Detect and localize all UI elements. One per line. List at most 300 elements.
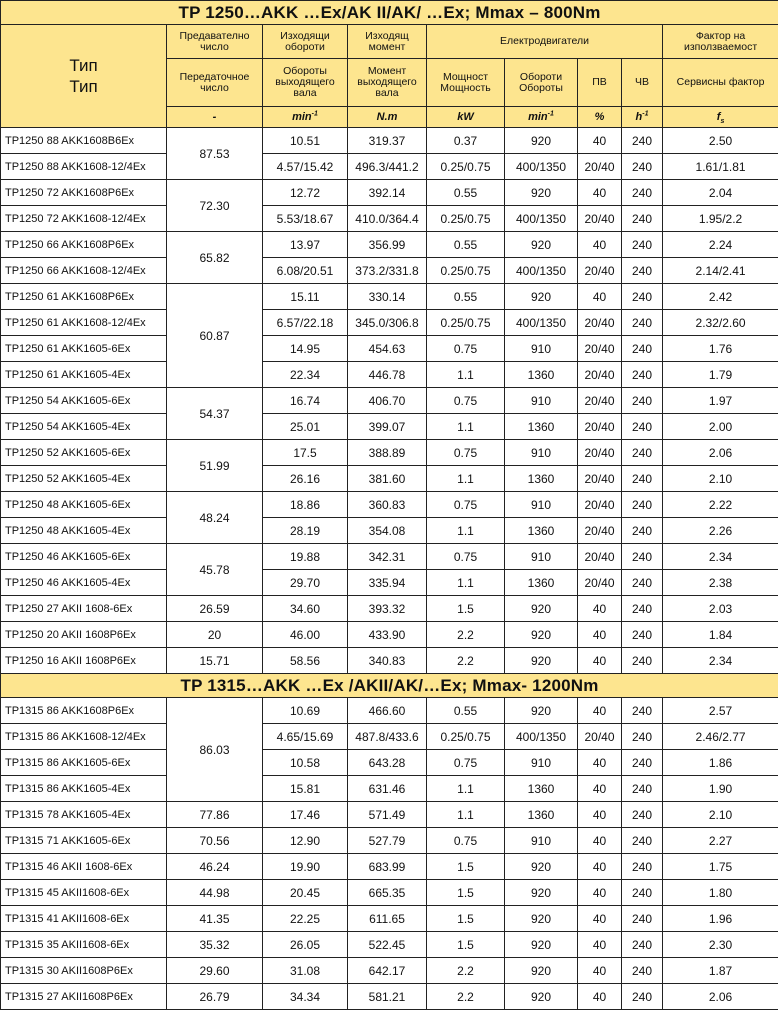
power-cell: 2.2 (427, 958, 505, 984)
rpm-cell: 910 (505, 440, 578, 466)
table-row (1, 802, 778, 828)
table-row (1, 596, 778, 622)
pv-cell: 40 (578, 648, 622, 674)
sf-cell: 2.00 (663, 414, 778, 440)
torque-cell: 665.35 (348, 880, 427, 906)
speed-cell: 31.08 (263, 958, 348, 984)
pv-cell: 40 (578, 284, 622, 310)
pv-cell: 20/40 (578, 310, 622, 336)
ratio-header-ru: Передаточное число (167, 59, 263, 107)
cv-cell: 240 (622, 724, 663, 750)
table-row (1, 310, 778, 336)
model-cell: TP1250 88 AKK1608B6Ex (1, 128, 167, 154)
torque-cell: 446.78 (348, 362, 427, 388)
table-row (1, 492, 778, 518)
pv-header: ПВ (578, 59, 622, 107)
pv-cell: 20/40 (578, 414, 622, 440)
pv-cell: 20/40 (578, 154, 622, 180)
cv-cell: 240 (622, 958, 663, 984)
rpm-cell: 920 (505, 284, 578, 310)
model-cell: TP1315 41 AKII1608-6Ex (1, 906, 167, 932)
power-cell: 0.75 (427, 750, 505, 776)
speed-cell: 19.88 (263, 544, 348, 570)
speed-cell: 19.90 (263, 854, 348, 880)
torque-cell: 360.83 (348, 492, 427, 518)
sf-cell: 2.06 (663, 984, 778, 1010)
cv-cell: 240 (622, 880, 663, 906)
rpm-cell: 920 (505, 128, 578, 154)
ratio-cell: 54.37 (167, 388, 263, 440)
power-cell: 2.2 (427, 622, 505, 648)
model-cell: TP1250 46 AKK1605-6Ex (1, 544, 167, 570)
model-cell: TP1250 61 AKK1608-12/4Ex (1, 310, 167, 336)
speed-cell: 22.34 (263, 362, 348, 388)
sf-header-bg: Фактор на използваемост (663, 25, 778, 59)
pv-cell: 40 (578, 880, 622, 906)
torque-cell: 487.8/433.6 (348, 724, 427, 750)
table-row (1, 984, 778, 1010)
cv-cell: 240 (622, 750, 663, 776)
sf-cell: 2.46/2.77 (663, 724, 778, 750)
power-cell: 0.75 (427, 336, 505, 362)
cv-cell: 240 (622, 596, 663, 622)
sf-cell: 1.97 (663, 388, 778, 414)
sf-cell: 2.03 (663, 596, 778, 622)
model-cell: TP1250 48 AKK1605-4Ex (1, 518, 167, 544)
power-cell: 1.1 (427, 414, 505, 440)
power-cell: 0.75 (427, 492, 505, 518)
torque-cell: 392.14 (348, 180, 427, 206)
cv-cell: 240 (622, 932, 663, 958)
cv-header: ЧВ (622, 59, 663, 107)
torque-cell: 642.17 (348, 958, 427, 984)
ratio-cell: 45.78 (167, 544, 263, 596)
table-row (1, 570, 778, 596)
rpm-cell: 920 (505, 958, 578, 984)
ratio-cell: 44.98 (167, 880, 263, 906)
power-cell: 0.25/0.75 (427, 258, 505, 284)
sf-cell: 1.80 (663, 880, 778, 906)
ratio-cell: 86.03 (167, 698, 263, 802)
rpm-cell: 920 (505, 932, 578, 958)
torque-cell: 319.37 (348, 128, 427, 154)
rpm-cell: 910 (505, 750, 578, 776)
ratio-cell: 46.24 (167, 854, 263, 880)
table-row (1, 284, 778, 310)
power-cell: 0.25/0.75 (427, 724, 505, 750)
speed-cell: 4.57/15.42 (263, 154, 348, 180)
pv-cell: 20/40 (578, 492, 622, 518)
speed-cell: 14.95 (263, 336, 348, 362)
torque-cell: 454.63 (348, 336, 427, 362)
model-cell: TP1250 52 AKK1605-4Ex (1, 466, 167, 492)
sf-cell: 2.26 (663, 518, 778, 544)
sf-cell: 2.27 (663, 828, 778, 854)
model-cell: TP1315 71 AKK1605-6Ex (1, 828, 167, 854)
sf-cell: 2.24 (663, 232, 778, 258)
table-row (1, 906, 778, 932)
rpm-cell: 1360 (505, 362, 578, 388)
rpm-cell: 920 (505, 984, 578, 1010)
table-row (1, 958, 778, 984)
rpm-cell: 400/1350 (505, 258, 578, 284)
model-cell: TP1250 46 AKK1605-4Ex (1, 570, 167, 596)
ratio-cell: 51.99 (167, 440, 263, 492)
power-cell: 1.5 (427, 932, 505, 958)
speed-cell: 20.45 (263, 880, 348, 906)
speed-cell: 34.60 (263, 596, 348, 622)
table-row (1, 750, 778, 776)
ratio-cell: 20 (167, 622, 263, 648)
pv-cell: 20/40 (578, 362, 622, 388)
torque-cell: 356.99 (348, 232, 427, 258)
pv-cell: 40 (578, 750, 622, 776)
rpm-cell: 910 (505, 544, 578, 570)
rpm-cell: 920 (505, 698, 578, 724)
pv-cell: 20/40 (578, 336, 622, 362)
cv-cell: 240 (622, 336, 663, 362)
speed-cell: 16.74 (263, 388, 348, 414)
sf-cell: 2.10 (663, 802, 778, 828)
sf-cell: 2.22 (663, 492, 778, 518)
rpm-cell: 400/1350 (505, 310, 578, 336)
table-row (1, 336, 778, 362)
cv-cell: 240 (622, 570, 663, 596)
speed-cell: 10.69 (263, 698, 348, 724)
rpm-cell: 1360 (505, 802, 578, 828)
model-cell: TP1250 16 AKII 1608P6Ex (1, 648, 167, 674)
speed-cell: 12.90 (263, 828, 348, 854)
rpm-cell: 1360 (505, 518, 578, 544)
power-cell: 1.5 (427, 854, 505, 880)
torque-cell: 354.08 (348, 518, 427, 544)
sf-cell: 2.42 (663, 284, 778, 310)
model-cell: TP1315 30 AKII1608P6Ex (1, 958, 167, 984)
rpm-cell: 920 (505, 880, 578, 906)
torque-cell: 410.0/364.4 (348, 206, 427, 232)
unit-power: kW (427, 107, 505, 128)
speed-cell: 6.08/20.51 (263, 258, 348, 284)
model-cell: TP1315 27 AKII1608P6Ex (1, 984, 167, 1010)
sf-cell: 2.50 (663, 128, 778, 154)
pv-cell: 20/40 (578, 466, 622, 492)
torque-cell: 406.70 (348, 388, 427, 414)
speed-cell: 18.86 (263, 492, 348, 518)
speed-cell: 26.16 (263, 466, 348, 492)
rpm-cell: 400/1350 (505, 154, 578, 180)
pv-cell: 40 (578, 622, 622, 648)
cv-cell: 240 (622, 776, 663, 802)
speed-cell: 17.46 (263, 802, 348, 828)
cv-cell: 240 (622, 698, 663, 724)
type-header-bg: Тип (69, 56, 98, 75)
unit-cv: $h^{-1}$ (622, 107, 663, 128)
model-cell: TP1250 61 AKK1605-4Ex (1, 362, 167, 388)
cv-cell: 240 (622, 310, 663, 336)
unit-sf: $f_s$ (663, 107, 778, 128)
pv-cell: 20/40 (578, 518, 622, 544)
speed-cell: 46.00 (263, 622, 348, 648)
power-cell: 0.55 (427, 284, 505, 310)
table-row (1, 414, 778, 440)
model-cell: TP1250 20 AKII 1608P6Ex (1, 622, 167, 648)
ratio-cell: 35.32 (167, 932, 263, 958)
model-cell: TP1315 86 AKK1605-4Ex (1, 776, 167, 802)
model-cell: TP1250 72 AKK1608P6Ex (1, 180, 167, 206)
sf-cell: 2.32/2.60 (663, 310, 778, 336)
pv-cell: 40 (578, 854, 622, 880)
speed-cell: 15.81 (263, 776, 348, 802)
model-cell: TP1315 46 AKII 1608-6Ex (1, 854, 167, 880)
power-cell: 0.25/0.75 (427, 154, 505, 180)
rpm-cell: 920 (505, 232, 578, 258)
torque-cell: 466.60 (348, 698, 427, 724)
pv-cell: 40 (578, 596, 622, 622)
sf-cell: 1.96 (663, 906, 778, 932)
model-cell: TP1315 86 AKK1608-12/4Ex (1, 724, 167, 750)
cv-cell: 240 (622, 232, 663, 258)
cv-cell: 240 (622, 388, 663, 414)
cv-cell: 240 (622, 414, 663, 440)
speed-cell: 58.56 (263, 648, 348, 674)
speed-cell: 29.70 (263, 570, 348, 596)
type-header (1, 25, 167, 128)
torque-cell: 342.31 (348, 544, 427, 570)
table-row (1, 724, 778, 750)
table-row (1, 932, 778, 958)
rpm-cell: 1360 (505, 466, 578, 492)
table-row (1, 880, 778, 906)
torque-cell: 381.60 (348, 466, 427, 492)
power-cell: 1.1 (427, 518, 505, 544)
ratio-cell: 77.86 (167, 802, 263, 828)
sf-cell: 2.38 (663, 570, 778, 596)
cv-cell: 240 (622, 622, 663, 648)
sf-cell: 1.86 (663, 750, 778, 776)
pv-cell: 40 (578, 984, 622, 1010)
cv-cell: 240 (622, 854, 663, 880)
model-cell: TP1250 61 AKK1608P6Ex (1, 284, 167, 310)
sf-cell: 1.84 (663, 622, 778, 648)
sf-cell: 2.10 (663, 466, 778, 492)
speed-cell: 17.5 (263, 440, 348, 466)
speed-header-bg: Изходящи обороти (263, 25, 348, 59)
pv-cell: 40 (578, 698, 622, 724)
table-row (1, 154, 778, 180)
sf-cell: 2.04 (663, 180, 778, 206)
cv-cell: 240 (622, 440, 663, 466)
torque-header-ru: Момент выходящего вала (348, 59, 427, 107)
motors-header: Електродвигатели (427, 25, 663, 59)
power-cell: 1.5 (427, 596, 505, 622)
torque-cell: 611.65 (348, 906, 427, 932)
torque-cell: 373.2/331.8 (348, 258, 427, 284)
model-cell: TP1315 45 AKII1608-6Ex (1, 880, 167, 906)
sf-cell: 1.79 (663, 362, 778, 388)
power-cell: 2.2 (427, 984, 505, 1010)
speed-cell: 5.53/18.67 (263, 206, 348, 232)
ratio-cell: 29.60 (167, 958, 263, 984)
pv-cell: 40 (578, 180, 622, 206)
table-row (1, 128, 778, 154)
power-cell: 1.1 (427, 776, 505, 802)
table-row (1, 362, 778, 388)
sf-cell: 2.57 (663, 698, 778, 724)
ratio-cell: 87.53 (167, 128, 263, 180)
speed-cell: 6.57/22.18 (263, 310, 348, 336)
power-cell: 0.75 (427, 388, 505, 414)
rpm-cell: 910 (505, 388, 578, 414)
ratio-cell: 41.35 (167, 906, 263, 932)
power-cell: 0.55 (427, 232, 505, 258)
sf-cell: 1.61/1.81 (663, 154, 778, 180)
sf-cell: 1.76 (663, 336, 778, 362)
sf-header-ru: Сервисны фактор (663, 59, 778, 107)
torque-cell: 683.99 (348, 854, 427, 880)
model-cell: TP1250 66 AKK1608-12/4Ex (1, 258, 167, 284)
cv-cell: 240 (622, 492, 663, 518)
section1-title: TP 1250…AKK …Ex/AK II/AK/ …Ex; Mmax – 800Nm (1, 1, 778, 25)
torque-cell: 340.83 (348, 648, 427, 674)
rpm-cell: 920 (505, 596, 578, 622)
cv-cell: 240 (622, 154, 663, 180)
rpm-cell: 920 (505, 648, 578, 674)
speed-cell: 22.25 (263, 906, 348, 932)
power-cell: 0.37 (427, 128, 505, 154)
section2-title: TP 1315…AKK …Ex /AKII/AK/…Ex; Mmax- 1200Nm (1, 674, 778, 698)
ratio-cell: 65.82 (167, 232, 263, 284)
type-header-ru: Тип (69, 77, 98, 96)
rpm-cell: 910 (505, 492, 578, 518)
pv-cell: 20/40 (578, 440, 622, 466)
table-row (1, 440, 778, 466)
rpm-cell: 910 (505, 828, 578, 854)
rpm-cell: 400/1350 (505, 206, 578, 232)
pv-cell: 20/40 (578, 570, 622, 596)
rpm-cell: 1360 (505, 414, 578, 440)
cv-cell: 240 (622, 984, 663, 1010)
torque-cell: 631.46 (348, 776, 427, 802)
power-cell: 0.75 (427, 440, 505, 466)
speed-cell: 10.58 (263, 750, 348, 776)
ratio-cell: 70.56 (167, 828, 263, 854)
torque-cell: 643.28 (348, 750, 427, 776)
unit-pv: % (578, 107, 622, 128)
torque-cell: 496.3/441.2 (348, 154, 427, 180)
speed-cell: 10.51 (263, 128, 348, 154)
ratio-header-bg: Предавателно число (167, 25, 263, 59)
speed-cell: 26.05 (263, 932, 348, 958)
speed-cell: 25.01 (263, 414, 348, 440)
pv-cell: 40 (578, 232, 622, 258)
model-cell: TP1250 54 AKK1605-4Ex (1, 414, 167, 440)
unit-torque: N.m (348, 107, 427, 128)
model-cell: TP1250 27 AKII 1608-6Ex (1, 596, 167, 622)
table-row (1, 854, 778, 880)
sf-cell: 1.87 (663, 958, 778, 984)
model-cell: TP1250 61 AKK1605-6Ex (1, 336, 167, 362)
speed-header-ru: Обороты выходящего вала (263, 59, 348, 107)
table-row (1, 258, 778, 284)
power-cell: 0.55 (427, 180, 505, 206)
rpm-cell: 920 (505, 180, 578, 206)
model-cell: TP1250 66 AKK1608P6Ex (1, 232, 167, 258)
power-header: Мощност Мощность (427, 59, 505, 107)
power-cell: 0.75 (427, 828, 505, 854)
model-cell: TP1250 54 AKK1605-6Ex (1, 388, 167, 414)
power-cell: 0.25/0.75 (427, 310, 505, 336)
rpm-cell: 920 (505, 622, 578, 648)
pv-cell: 40 (578, 828, 622, 854)
rpm-cell: 1360 (505, 570, 578, 596)
cv-cell: 240 (622, 180, 663, 206)
pv-cell: 20/40 (578, 258, 622, 284)
torque-header-bg: Изходящ момент (348, 25, 427, 59)
rpm-cell: 1360 (505, 776, 578, 802)
model-cell: TP1250 72 AKK1608-12/4Ex (1, 206, 167, 232)
pv-cell: 40 (578, 932, 622, 958)
model-cell: TP1315 86 AKK1608P6Ex (1, 698, 167, 724)
torque-cell: 571.49 (348, 802, 427, 828)
cv-cell: 240 (622, 466, 663, 492)
speed-cell: 13.97 (263, 232, 348, 258)
torque-cell: 388.89 (348, 440, 427, 466)
cv-cell: 240 (622, 206, 663, 232)
sf-cell: 2.34 (663, 648, 778, 674)
model-cell: TP1250 88 AKK1608-12/4Ex (1, 154, 167, 180)
pv-cell: 20/40 (578, 544, 622, 570)
model-cell: TP1250 48 AKK1605-6Ex (1, 492, 167, 518)
pv-cell: 40 (578, 776, 622, 802)
torque-cell: 522.45 (348, 932, 427, 958)
model-cell: TP1315 35 AKII1608-6Ex (1, 932, 167, 958)
ratio-cell: 26.79 (167, 984, 263, 1010)
power-cell: 1.1 (427, 466, 505, 492)
torque-cell: 581.21 (348, 984, 427, 1010)
cv-cell: 240 (622, 258, 663, 284)
table-row (1, 388, 778, 414)
torque-cell: 345.0/306.8 (348, 310, 427, 336)
pv-cell: 20/40 (578, 388, 622, 414)
cv-cell: 240 (622, 544, 663, 570)
power-cell: 0.75 (427, 544, 505, 570)
cv-cell: 240 (622, 648, 663, 674)
sf-cell: 2.14/2.41 (663, 258, 778, 284)
unit-rpm: $\min^{-1}$ (505, 107, 578, 128)
table-row (1, 466, 778, 492)
unit-ratio: - (167, 107, 263, 128)
model-cell: TP1250 52 AKK1605-6Ex (1, 440, 167, 466)
table-row (1, 698, 778, 724)
cv-cell: 240 (622, 284, 663, 310)
ratio-cell: 26.59 (167, 596, 263, 622)
rpm-cell: 920 (505, 906, 578, 932)
torque-cell: 335.94 (348, 570, 427, 596)
table-row (1, 544, 778, 570)
power-cell: 1.1 (427, 802, 505, 828)
ratio-cell: 72.30 (167, 180, 263, 232)
power-cell: 0.25/0.75 (427, 206, 505, 232)
power-cell: 2.2 (427, 648, 505, 674)
pv-cell: 20/40 (578, 206, 622, 232)
cv-cell: 240 (622, 828, 663, 854)
unit-speed: $\min^{-1}$ (263, 107, 348, 128)
table-row (1, 232, 778, 258)
sf-cell: 2.34 (663, 544, 778, 570)
table-row (1, 622, 778, 648)
model-cell: TP1315 86 AKK1605-6Ex (1, 750, 167, 776)
table-row (1, 518, 778, 544)
